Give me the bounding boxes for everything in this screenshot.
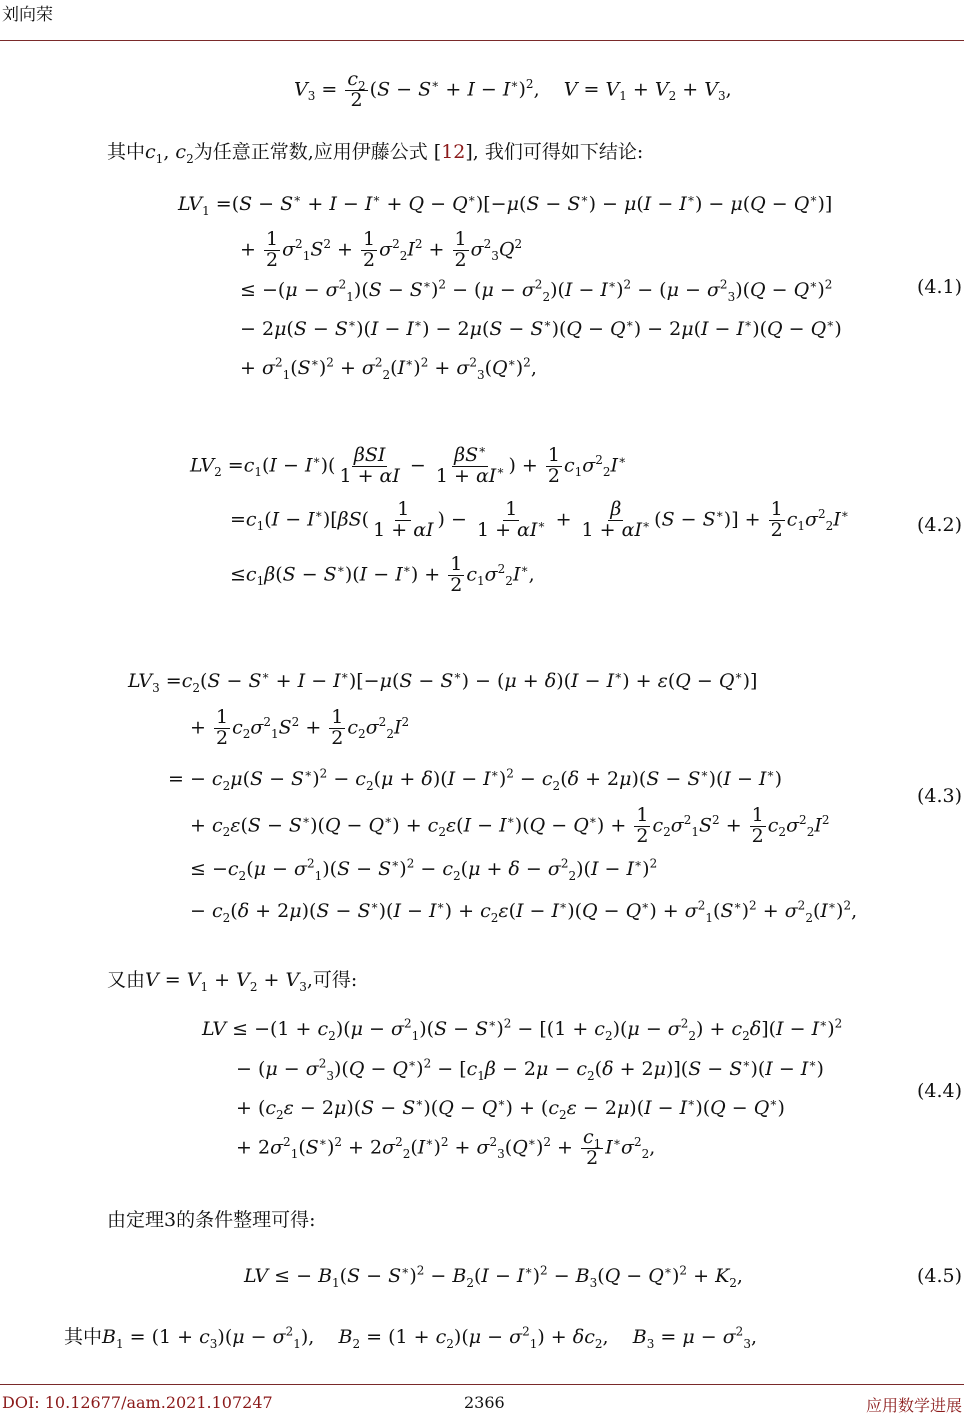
eq-number-4-1: (4.1) [916,276,962,298]
journal-name: 应用数学进展 [865,1396,962,1415]
page-header [0,0,964,41]
doi-link[interactable]: DOI: 10.12677/aam.2021.107247 [2,1393,273,1412]
eq45-line: LV ≤ − $B_1(S - S^∗)^2 - B_2(I - I^∗)^2 - B_3(Q - Q^∗)^2 + K_2$, [244,1263,743,1290]
eq44-line1: LV ≤ $-(1 + c_2)(\mu - \sigma^2_1)(S - S^∗)^2 - [(1 + c_2)(\mu - \sigma^2_2) + c_2\delta](I - I^∗)^2$ [202,1016,843,1043]
eq-number-4-5: (4.5) [916,1265,962,1287]
page-number: 2366 [464,1393,505,1412]
also-sentence: 又由$V = V_1 + V_2 + V_3$,可得: [107,969,358,994]
theorem-sentence: 由定理3的条件整理可得: [107,1209,316,1231]
eq44-line2: − $(\mu - \sigma^2_3)(Q - Q^∗)^2 - [c_1\beta - 2\mu - c_2(\delta + 2\mu)](S - S^∗)(I - I^∗)$ [236,1056,824,1083]
eq43-line6: − $c_2(\delta + 2\mu)(S - S^∗)(I - I^∗) + c_2\varepsilon(I - I^∗)(Q - Q^∗) + \sigma^2_1(S^∗)^2 + \sigma^2_2(I^∗)^2$, [190,898,858,925]
header-author: 刘向荣 [2,5,53,25]
intro-post: ], 我们可得如下结论: [465,141,644,163]
eq43-line1: $LV_3 =c_2(S - S^∗ + I - I^∗)[-\mu(S - S^∗) - (\mu + \delta)(I - I^∗) + \varepsilon(Q - Q^∗)]$ [128,668,758,695]
intro-sentence: 其中$c_1$, $c_2$为任意正常数,应用伊藤公式 [12], 我们可得如下结论: [107,141,644,166]
eq44-line4: + $2\sigma^2_1(S^∗)^2 + 2\sigma^2_2(I^∗)^2 + \sigma^2_3(Q^∗)^2$ + $\frac{c_1}{2}$ $I^∗\sigma^2_2$, [236,1126,656,1169]
eq43-line5: ≤ $-c_2(\mu - \sigma^2_1)(S - S^∗)^2 - c_2(\mu + \delta - \sigma^2_2)(I - I^∗)^2$ [190,856,658,883]
last-pre: 其中 [64,1326,103,1348]
intro-mid: 为任意正常数,应用伊藤公式 [ [193,141,442,163]
eq43-line2: + $\frac{1}{2}$ $c_2\sigma^2_1S^2$ + $\frac{1}{2}$ $c_2\sigma^2_2I^2$ [190,706,410,749]
also-post: ,可得: [306,969,358,991]
eq42-line1: $LV_2 =c_1(I - I^∗)$( $\frac{\text{βSI}}{1 + \alpha I}$ − $\frac{\beta S^∗}{1 + \alpha I^∗}$ ) + $\frac{1}{2}$ $c_1\sigma^2_2I^∗$ [190,442,627,487]
eq43-line4: + $c_2\varepsilon(S - S^∗)(Q - Q^∗) + c_2\varepsilon(I - I^∗)(Q - Q^∗)$ + $\frac{1}{2}$ $c_2\sigma^2_1S^2$ + $\frac{1}{2}$ $c_2\sigma^2_2I^2$ [190,804,830,847]
eq-number-4-4: (4.4) [916,1080,962,1102]
eq42-line2: $=c_1(I - I^∗)[\beta S$( $\frac{1}{1 + \alpha I}$ ) − $\frac{1}{1 + \alpha I^∗}$ + $\frac{\beta}{1 + \alpha I^∗}$ (S − S∗)] + $\frac{1}{2}$ $c_1\sigma^2_2I^∗$ [230,498,849,541]
eq41-line2: + $\frac{1}{2}$ $\sigma^2_1S^2$ + $\frac{1}{2}$ $\sigma^2_2I^2$ + $\frac{1}{2}$ $\sigma^2_3Q^2$ [240,228,523,271]
also-pre: 又由 [107,969,146,991]
last-definitions: 其中$B_1 = (1 + c_3)(\mu - \sigma^2_1)$, $B_2 = (1 + c_2)(\mu - \sigma^2_1) + \delta c_2$, $B_3 = \mu - \sigma^2_3$, [64,1324,757,1351]
eq-number-4-2: (4.2) [916,514,962,536]
eq-number-4-3: (4.3) [916,785,962,807]
eq41-line1: $LV_1 =(S - S^∗ + I - I^∗ + Q - Q^∗)[-\mu(S - S^∗) - \mu(I - I^∗) - \mu(Q - Q^∗)]$ [178,191,833,218]
eq41-line5: + $\sigma^2_1(S^∗)^2 + \sigma^2_2(I^∗)^2 + \sigma^2_3(Q^∗)^2$, [240,355,537,382]
page-footer [0,1384,964,1415]
equation-v3: $V_3$ = $\frac{c_2}{2}$ $(S - S^∗ + I - I^∗)^2$, $V = V_1 + V_2 + V_3$, [294,68,732,111]
eq41-line4: − 2μ(S − S∗)(I − I∗) − 2μ(S − S∗)(Q − Q∗) − 2μ(I − I∗)(Q − Q∗) [240,316,842,340]
citation-link[interactable]: 12 [441,141,466,163]
intro-pre: 其中 [107,141,146,163]
eq41-line3: ≤ $-(\mu - \sigma^2_1)(S - S^∗)^2 - (\mu - \sigma^2_2)(I - I^∗)^2 - (\mu - \sigma^2_3)(Q - Q^∗)^2$ [240,277,833,304]
eq44-line3: + $(c_2\varepsilon - 2\mu)(S - S^∗)(Q - Q^∗) + (c_2\varepsilon - 2\mu)(I - I^∗)(Q - Q^∗)$ [236,1095,785,1122]
eq42-line3: $\le c_1\beta(S - S^∗)(I - I^∗)$ + $\frac{1}{2}$ $c_1\sigma^2_2I^∗$, [230,553,535,596]
eq43-line3: = − $c_2\mu(S - S^∗)^2 - c_2(\mu + \delta)(I - I^∗)^2 - c_2(\delta + 2\mu)(S - S^∗)(I - I^∗)$ [168,766,782,793]
